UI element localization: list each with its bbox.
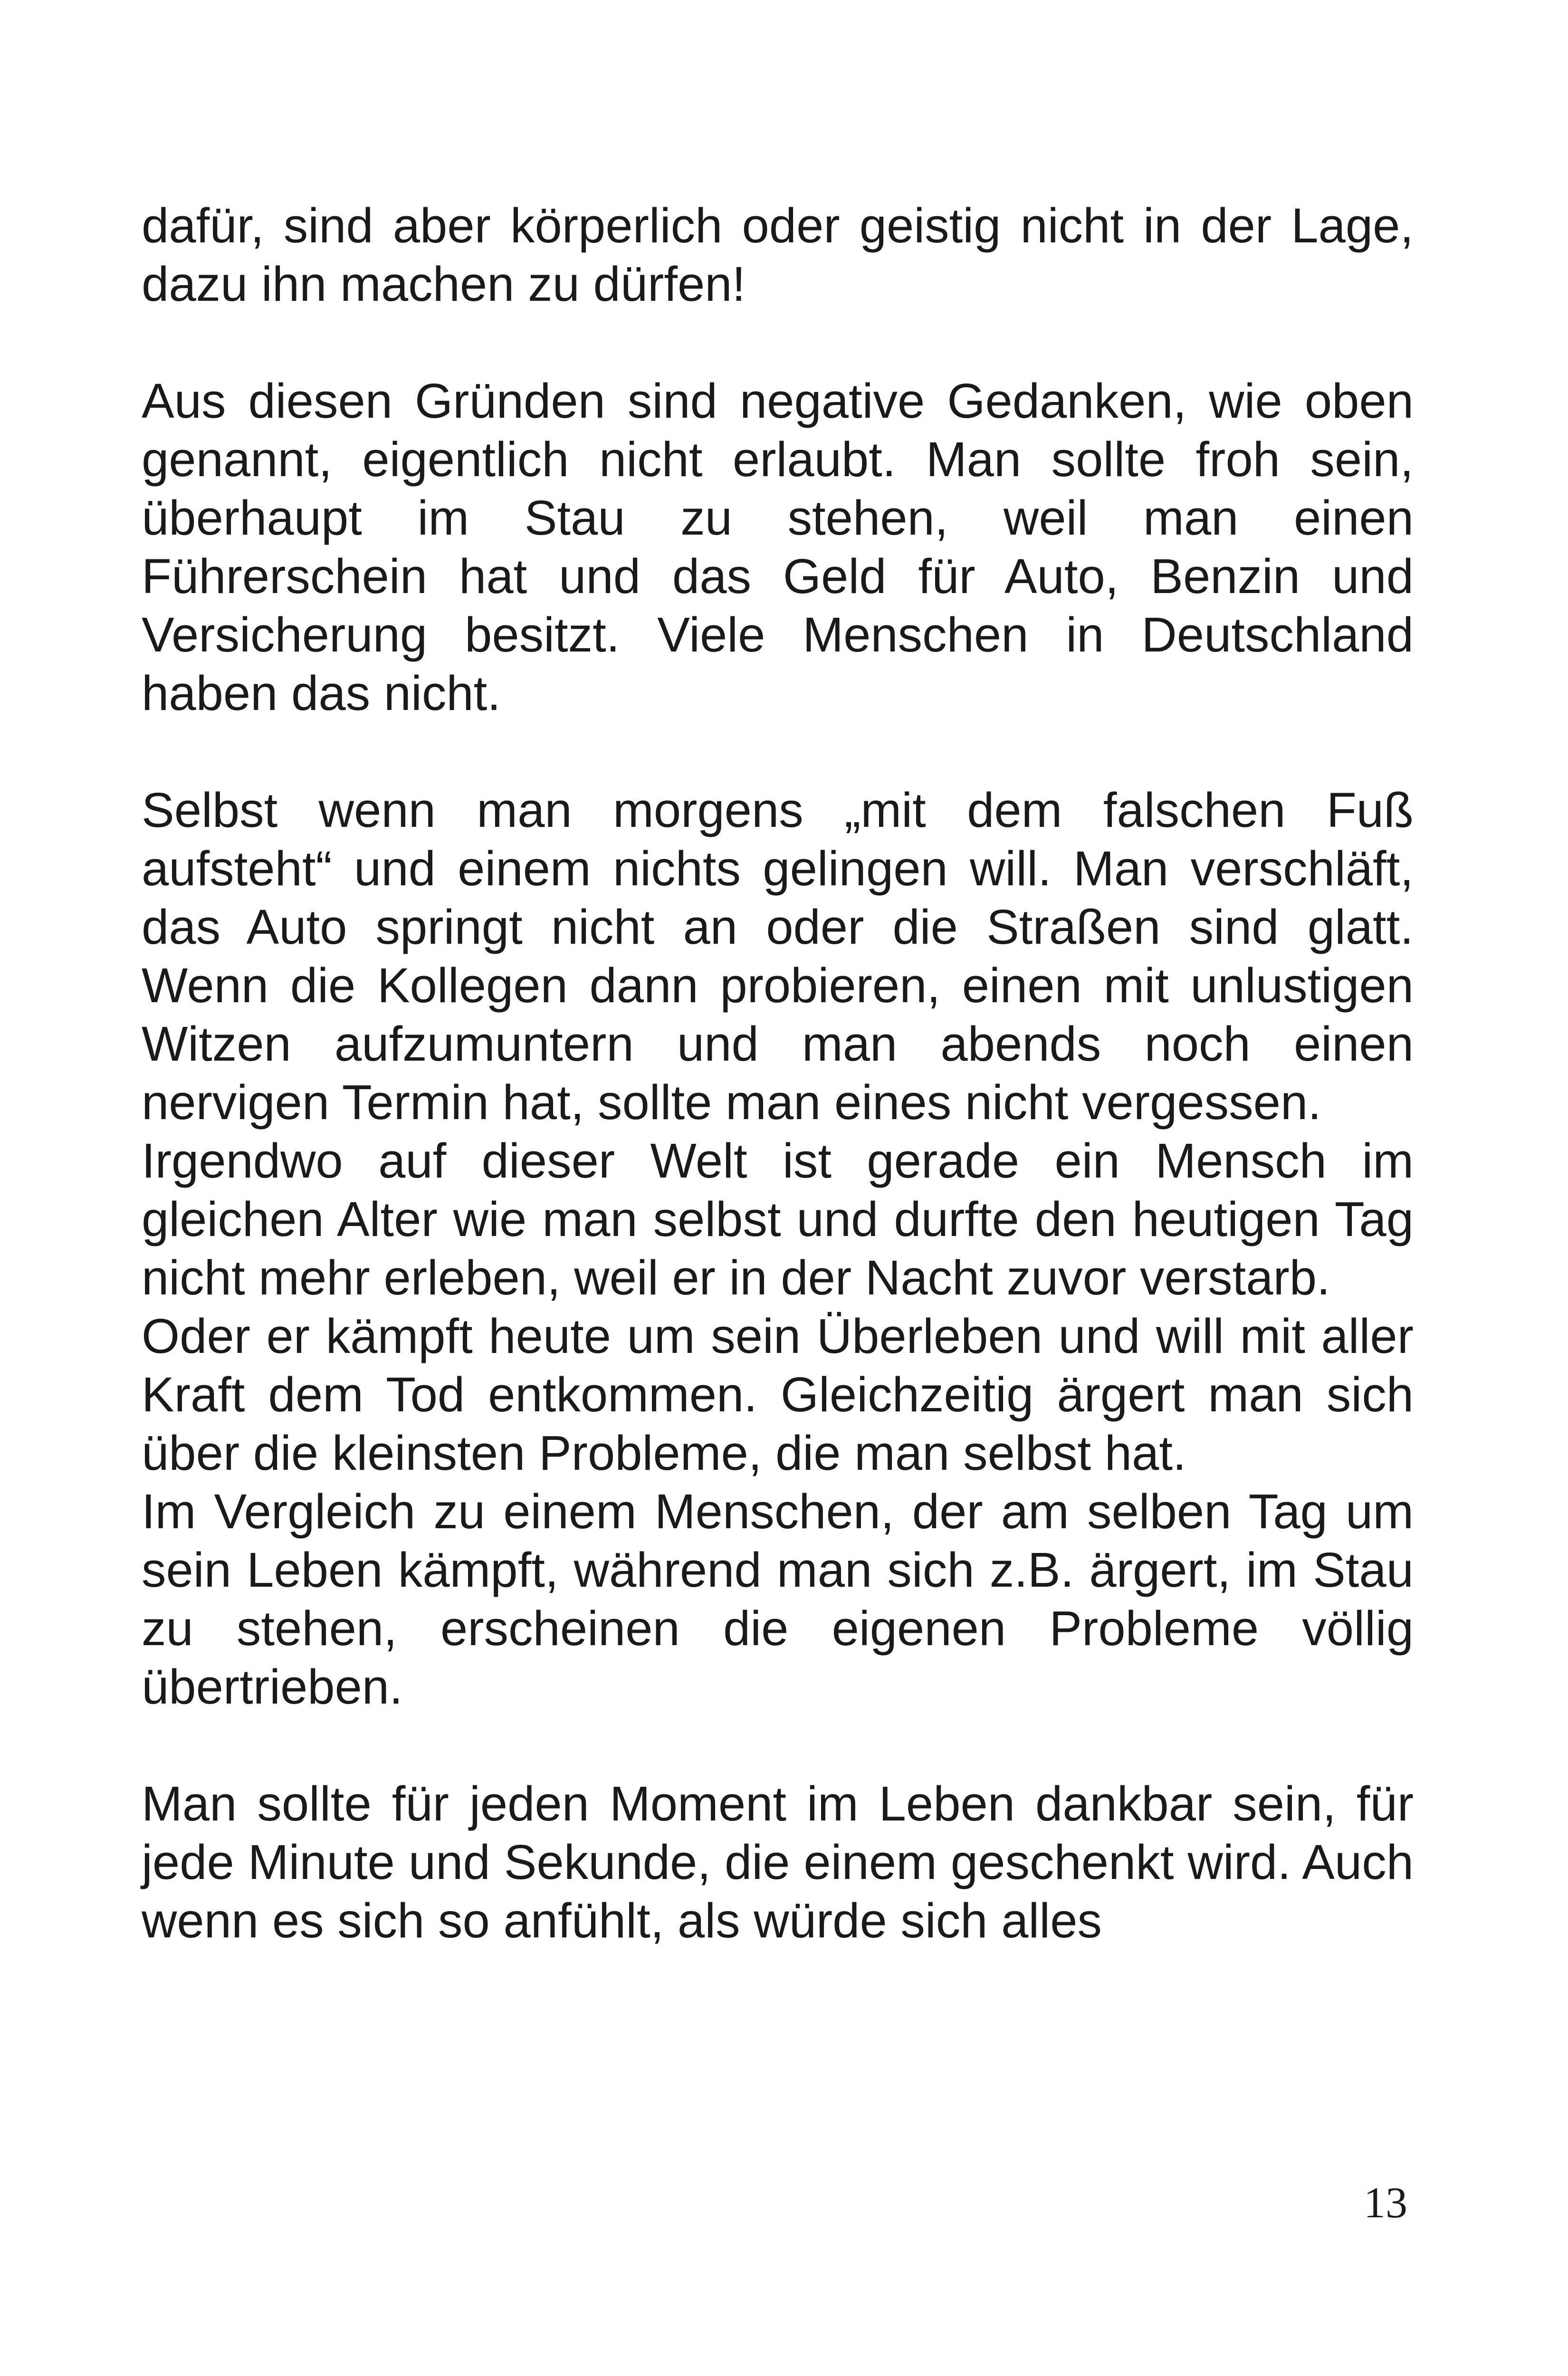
paragraph-6: Im Vergleich zu einem Menschen, der am selben Tag um sein Leben kämpft, während man sich z.B. ärgert, im Stau zu stehen, erscheinen die eigenen Probleme völlig übertrieben. <box>142 1484 1414 1714</box>
page-number: 13 <box>1364 2178 1407 2227</box>
paragraph-1: dafür, sind aber körperlich oder geistig nicht in der Lage, dazu ihn machen zu dürfen! <box>142 198 1414 311</box>
paragraph-5: Oder er kämpft heute um sein Überleben und will mit aller Kraft dem Tod entkommen. Gleichzeitig ärgert man sich über die kleinsten Probleme, die man selbst hat. <box>142 1309 1414 1480</box>
paragraph-3: Selbst wenn man morgens „mit dem falschen Fuß aufsteht“ und einem nichts gelingen will. Man verschläft, das Auto springt nicht an oder die Straßen sind glatt. Wenn die Kollegen dann probieren, einen mit unlustigen Witzen aufzumuntern und man abends noch einen nervigen Termin hat, sollte man eines nicht vergessen. <box>142 783 1414 1130</box>
paragraph-2: Aus diesen Gründen sind negative Gedanken, wie oben genannt, eigentlich nicht erlaubt. Man sollte froh sein, überhaupt im Stau zu stehen, weil man einen Führerschein hat und das Geld für Auto, Benzin und Versicherung besitzt. Viele Menschen in Deutschland haben das nicht. <box>142 374 1414 720</box>
paragraph-gap <box>142 722 1414 781</box>
body-text <box>142 196 1414 1950</box>
paragraph-gap <box>142 1716 1414 1774</box>
paragraph-4: Irgendwo auf dieser Welt ist gerade ein Mensch im gleichen Alter wie man selbst und durfte den heutigen Tag nicht mehr erleben, weil er in der Nacht zuvor verstarb. <box>142 1133 1414 1305</box>
paragraph-gap <box>142 313 1414 372</box>
paragraph-7: Man sollte für jeden Moment im Leben dankbar sein, für jede Minute und Sekunde, die einem geschenkt wird. Auch wenn es sich so anfühlt, als würde sich alles <box>142 1776 1414 1948</box>
